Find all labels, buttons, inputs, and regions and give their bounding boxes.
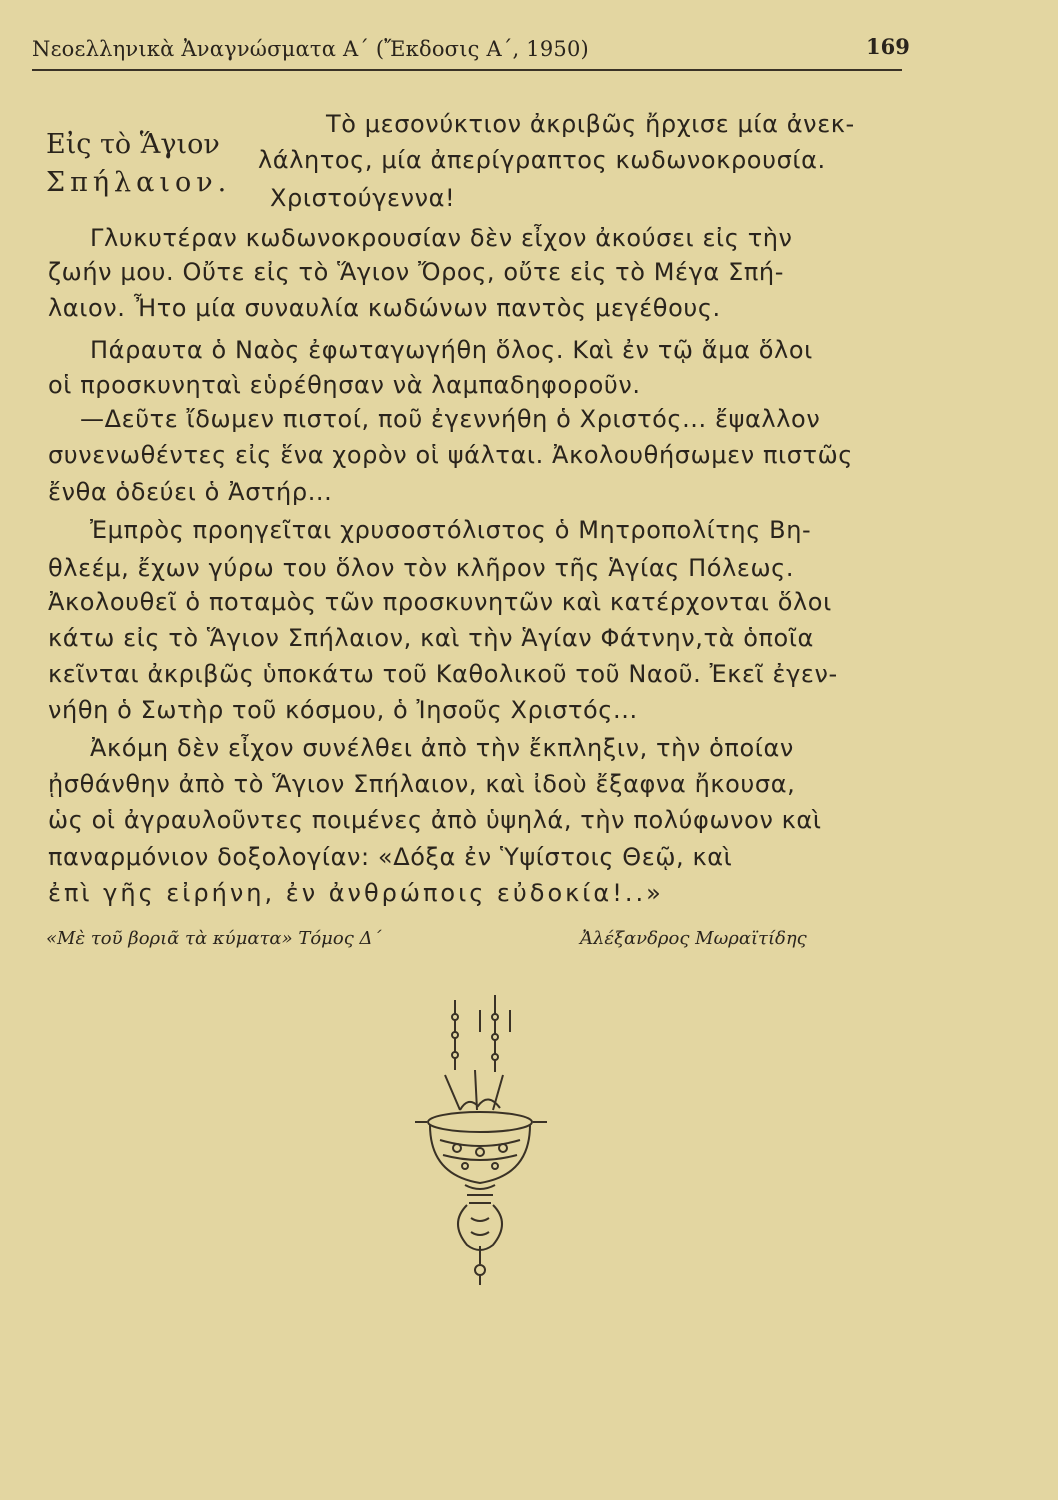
source-citation: «Μὲ τοῦ βοριᾶ τὰ κύματα» Τόμος Δ΄ bbox=[46, 928, 382, 949]
body-line: λαιον. Ἦτο μία συναυλία κωδώνων παντὸς μεγέθους. bbox=[48, 294, 721, 322]
body-line: Χριστούγεννα! bbox=[270, 184, 456, 212]
body-line: Γλυκυτέραν κωδωνοκρουσίαν δὲν εἶχον ἀκούσει εἰς τὴν bbox=[90, 224, 793, 252]
body-line: ἐπὶ γῆς εἰρήνη, ἐν ἀνθρώποις εὐδοκία!..» bbox=[48, 879, 664, 907]
body-line: παναρμόνιον δοξολογίαν: «Δόξα ἐν Ὑψίστοις Θεῷ, καὶ bbox=[48, 843, 733, 871]
body-line: ἔνθα ὁδεύει ὁ Ἀστήρ... bbox=[48, 478, 333, 506]
body-line: λάλητος, μία ἀπερίγραπτος κωδωνοκρουσία. bbox=[258, 146, 826, 174]
side-heading-line-2: Σπήλαιον. bbox=[46, 167, 232, 198]
author-name: Ἀλέξανδρος Μωραϊτίδης bbox=[580, 928, 807, 949]
side-heading bbox=[46, 126, 231, 202]
running-title: Νεοελληνικὰ Ἀναγνώσματα Α΄ (Ἔκδοσις Α΄, 1950) bbox=[32, 37, 589, 61]
body-line: οἱ προσκυνηταὶ εὑρέθησαν νὰ λαμπαδηφοροῦν. bbox=[48, 371, 641, 399]
body-line: Ἐμπρὸς προηγεῖται χρυσοστόλιστος ὁ Μητροπολίτης Βη- bbox=[90, 516, 812, 544]
body-line: κάτω εἰς τὸ Ἅγιον Σπήλαιον, καὶ τὴν Ἁγίαν Φάτνην,τὰ ὁποῖα bbox=[48, 624, 814, 652]
hanging-lamp-icon bbox=[405, 990, 585, 1290]
body-line: ᾐσθάνθην ἀπὸ τὸ Ἅγιον Σπήλαιον, καὶ ἰδοὺ ἔξαφνα ἤκουσα, bbox=[48, 770, 796, 798]
body-line: ὡς οἱ ἀγραυλοῦντες ποιμένες ἀπὸ ὑψηλά, τὴν πολύφωνον καὶ bbox=[48, 806, 822, 834]
side-heading-line-1: Εἰς τὸ Ἅγιον bbox=[46, 129, 220, 160]
body-line: ζωήν μου. Οὔτε εἰς τὸ Ἅγιον Ὄρος, οὔτε εἰς τὸ Μέγα Σπή- bbox=[48, 258, 784, 286]
body-line: Πάραυτα ὁ Ναὸς ἐφωταγωγήθη ὅλος. Καὶ ἐν τῷ ἅμα ὅλοι bbox=[90, 336, 813, 364]
body-line: —Δεῦτε ἴδωμεν πιστοί, ποῦ ἐγεννήθη ὁ Χριστός... ἔψαλλον bbox=[80, 405, 821, 433]
body-line: Τὸ μεσονύκτιον ἀκριβῶς ἤρχισε μία ἀνεκ- bbox=[326, 110, 855, 138]
body-line: κεῖνται ἀκριβῶς ὑποκάτω τοῦ Καθολικοῦ τοῦ Ναοῦ. Ἐκεῖ ἐγεν- bbox=[48, 660, 838, 688]
page-number: 169 bbox=[866, 34, 910, 59]
header-rule bbox=[32, 69, 902, 71]
body-line: νήθη ὁ Σωτὴρ τοῦ κόσμου, ὁ Ἰησοῦς Χριστός... bbox=[48, 696, 638, 724]
body-line: Ἀκόμη δὲν εἶχον συνέλθει ἀπὸ τὴν ἔκπληξιν, τὴν ὁποίαν bbox=[90, 734, 794, 762]
body-line: Ἀκολουθεῖ ὁ ποταμὸς τῶν προσκυνητῶν καὶ κατέρχονται ὅλοι bbox=[48, 588, 832, 616]
body-line: θλεέμ, ἔχων γύρω του ὅλον τὸν κλῆρον τῆς Ἁγίας Πόλεως. bbox=[48, 554, 795, 582]
body-line: συνενωθέντες εἰς ἕνα χορὸν οἱ ψάλται. Ἀκολουθήσωμεν πιστῶς bbox=[48, 441, 853, 469]
